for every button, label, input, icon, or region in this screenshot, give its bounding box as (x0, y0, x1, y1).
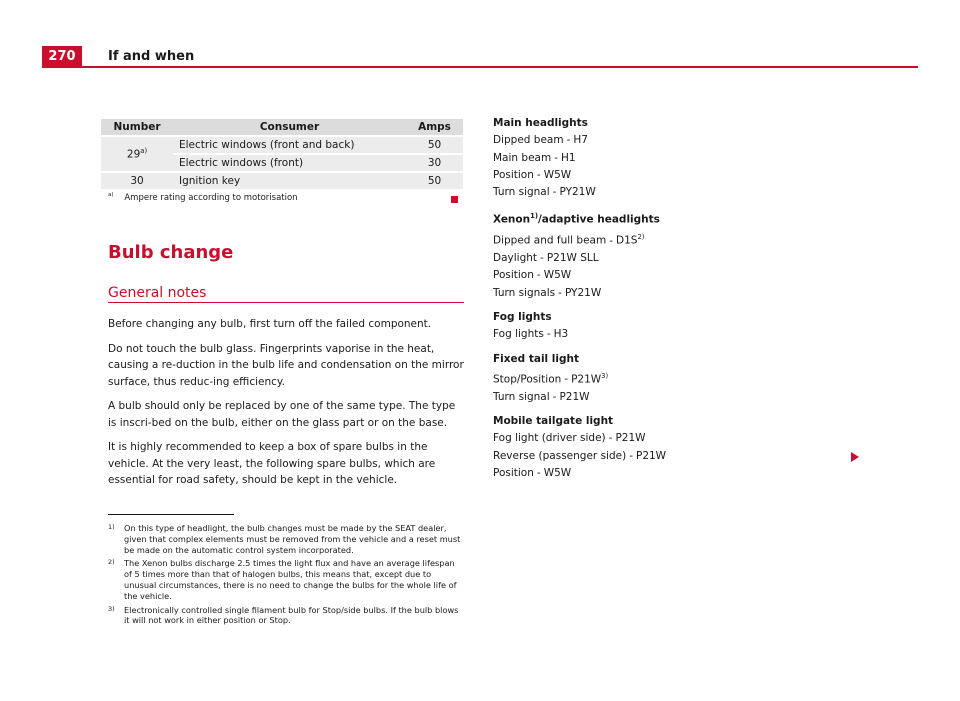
subtitle-divider (108, 302, 464, 303)
footnotes (108, 523, 464, 629)
group-title-fog: Fog lights (493, 310, 552, 323)
bulb-item: Daylight - P21W SLL (493, 252, 599, 265)
bulb-list (493, 115, 823, 482)
bulb-item: Turn signal - P21W (493, 390, 590, 403)
section-end-marker (451, 196, 458, 203)
bulb-item: Fog light (driver side) - P21W (493, 432, 646, 445)
bulb-item: Position - W5W (493, 168, 572, 181)
paragraph: A bulb should only be replaced by one of the same type. The type is inscri-bed on the bulb, either on the glass part or on the base. (108, 400, 456, 429)
cell-number: 29$^{a)}$ (101, 137, 173, 171)
footnote (108, 605, 464, 627)
bulb-item: Fog lights - H3 (493, 328, 569, 341)
footnote-mark: 1) (108, 523, 115, 531)
footnote-mark: 3) (108, 604, 115, 613)
col-header-amps: Amps (406, 119, 463, 135)
bulb-item: Turn signal - PY21W (493, 186, 596, 199)
col-header-consumer: Consumer (173, 119, 406, 135)
footnote-mark: 2) (108, 558, 115, 567)
section-title: Bulb change (108, 242, 234, 263)
cell-amps: 30 (406, 155, 463, 171)
table-row (101, 173, 463, 189)
bulb-item: Reverse (passenger side) - P21W (493, 449, 667, 462)
table-header-row (101, 119, 463, 135)
paragraph: Do not touch the bulb glass. Fingerprints vaporise in the heat, causing a re-duction in the bulb life and condensation on the mirror surface, thus reduc-ing efficiency. (108, 342, 464, 388)
footnote (108, 558, 464, 601)
body-text (108, 316, 464, 497)
bulb-item: Position - W5W (493, 466, 572, 479)
group-title-mobile-tailgate: Mobile tailgate light (493, 414, 614, 427)
chapter-title: If and when (108, 49, 195, 64)
bulb-item: Turn signals - PY21W (493, 286, 602, 299)
paragraph: Before changing any bulb, first turn off the failed component. (108, 318, 432, 330)
footnote-text: The Xenon bulbs discharge 2.5 times the light flux and have an average lifespan of 5 times more than that of halogen bulbs, this means that, except due to unusual circumstances, there is no need to change the bulbs for the whole life of the vehicle. (124, 558, 457, 601)
cell-consumer: Electric windows (front) (173, 155, 406, 171)
table-footnote (108, 192, 298, 203)
section-subtitle: General notes (108, 285, 207, 301)
cell-consumer: Ignition key (173, 173, 406, 189)
fuse-table (101, 117, 463, 191)
footnote-divider (108, 514, 234, 515)
bulb-item: Position - W5W (493, 269, 572, 282)
bulb-item: Dipped and full beam - $D1S^{2)}$ (493, 233, 645, 247)
footnote-ref: a) (140, 147, 148, 156)
table-row (101, 137, 463, 153)
group-title-main-headlights: Main headlights (493, 117, 588, 129)
bulb-item: Stop/Position - $P21W^{3)}$ (493, 371, 609, 386)
footnote-text: Electronically controlled single filament bulb for Stop/side bulbs. If the bulb blows it will not work in either position or Stop. (124, 604, 459, 626)
bulb-item: Dipped beam - H7 (493, 134, 588, 147)
bulb-item: Main beam - H1 (493, 151, 576, 164)
cell-number: 30 (101, 173, 173, 189)
footnote-text: On this type of headlight, the bulb changes must be made by the SEAT dealer, given that complex elements must be removed from the vehicle and a reset must be made on the automatic control system incorporated. (124, 523, 461, 555)
table-footnote-mark: a) (108, 192, 114, 198)
footnote (108, 523, 464, 555)
group-title-fixed-tail: Fixed tail light (493, 352, 580, 365)
table-footnote-text: Ampere rating according to motorisation (124, 192, 298, 203)
page-number: 270 (42, 46, 82, 68)
group-title-xenon: Xenon$^{1)}$/adaptive headlights (493, 212, 660, 226)
col-header-number: Number (101, 119, 173, 135)
cell-amps: 50 (406, 137, 463, 153)
continue-arrow-icon (851, 452, 859, 462)
paragraph: It is highly recommended to keep a box of spare bulbs in the vehicle. At the very least, the following spare bulbs, which are essential for road safety, should be kept in the vehicle. (108, 441, 436, 486)
cell-consumer: Electric windows (front and back) (173, 137, 406, 153)
cell-amps: 50 (406, 173, 463, 189)
header-divider (82, 66, 918, 68)
